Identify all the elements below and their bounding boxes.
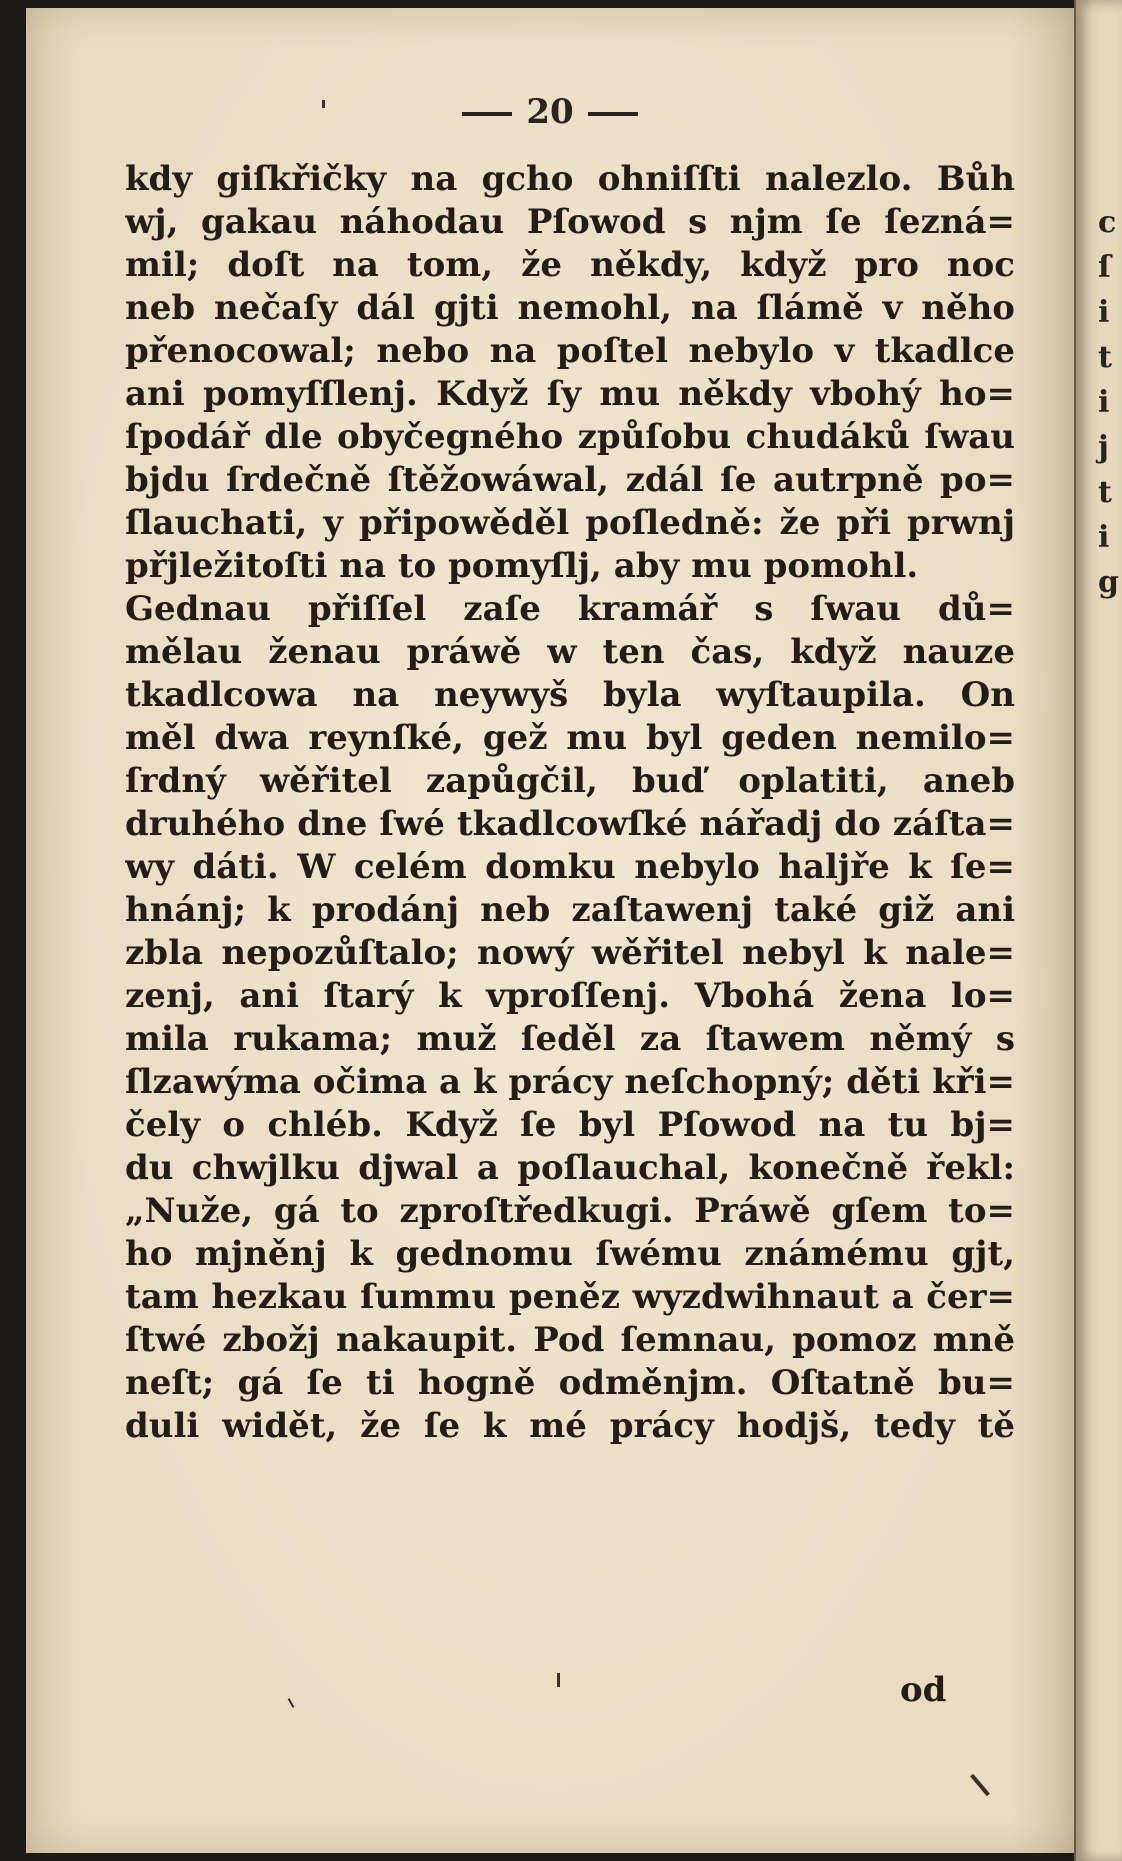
text-line: bjdu ſrdečně ſtěžowáwal, zdál ſe autrpně po= xyxy=(125,460,1015,500)
text-line: wj, gakau náhodau Pſowod s njm ſe ſezná= xyxy=(125,202,1015,242)
text-line: druhého dne ſwé tkadlcowſké nářadj do záſta= xyxy=(125,804,1015,844)
text-line: přjležitoſti na to pomyſlj, aby mu pomohl. xyxy=(125,546,919,586)
text-line: přenocowal; nebo na poſtel nebylo v tkadlce xyxy=(125,331,1015,371)
facing-letter: i xyxy=(1098,295,1110,330)
text-line: tam hezkau ſummu peněz wyzdwihnaut a čer= xyxy=(125,1277,1015,1317)
text-line: kdy giſkřičky na gcho ohniſſti nalezlo. Bůh xyxy=(125,159,1015,199)
facing-page-letters xyxy=(1098,200,1118,605)
text-line: ſlauchati, y připowěděl poſledně: že při prwnj xyxy=(125,503,1015,543)
facing-letter: t xyxy=(1098,340,1112,375)
text-line: zenj, ani ſtarý k vproſſenj. Vbohá žena lo= xyxy=(125,976,1015,1016)
text-line: „Nuže, gá to zproſtředkugi. Práwě gſem to= xyxy=(125,1191,1015,1231)
facing-letter: j xyxy=(1098,430,1109,465)
text-line: ho mjněnj k gednomu ſwému známému gjt, xyxy=(125,1234,1015,1274)
header-dash-right xyxy=(588,112,638,116)
text-line: zbla nepozůſtalo; nowý wěřitel nebyl k nale= xyxy=(125,933,1015,973)
text-line: wy dáti. W celém domku nebylo haljře k ſe= xyxy=(125,847,1015,887)
text-line: tkadlcowa na neywyš byla wyſtaupila. On xyxy=(125,675,1015,715)
text-line: du chwjlku djwal a poſlauchal, konečně řekl: xyxy=(125,1148,1015,1188)
text-line: ſlzawýma očima a k prácy neſchopný; děti kři= xyxy=(125,1062,1015,1102)
text-line: neſt; gá ſe ti hogně odměnjm. Oſtatně bu= xyxy=(125,1363,1015,1403)
text-line: ani pomyſſlenj. Když ſy mu někdy vbohý ho= xyxy=(125,374,1015,414)
text-line: ſtwé zbožj nakaupit. Pod ſemnau, pomoz mně xyxy=(125,1320,1015,1360)
text-line: duli widět, že ſe k mé prácy hodjš, tedy tě xyxy=(125,1406,1015,1446)
header-dash-left xyxy=(462,112,512,116)
page-header xyxy=(26,92,1074,132)
facing-letter: c xyxy=(1098,205,1117,240)
text-line: měl dwa reynſké, gež mu byl geden nemilo= xyxy=(125,718,1015,758)
facing-letter: t xyxy=(1098,475,1112,510)
body-text xyxy=(125,158,1015,1448)
text-line: mila rukama; muž ſeděl za ſtawem němý s xyxy=(125,1019,1015,1059)
text-line: neb nečaſy dál gjti nemohl, na ſlámě v něho xyxy=(125,288,1015,328)
text-line: hnánj; k prodánj neb zaſtawenj také giž ani xyxy=(125,890,1015,930)
text-line: mělau ženau práwě w ten čas, když nauze xyxy=(125,632,1015,672)
facing-letter: g xyxy=(1098,565,1119,600)
facing-letter: i xyxy=(1098,385,1110,420)
text-line: mil; doſt na tom, že někdy, když pro noc xyxy=(125,245,1015,285)
catchword: od xyxy=(900,1670,947,1710)
paper-speck xyxy=(557,1673,560,1687)
text-line: čely o chléb. Když ſe byl Pſowod na tu bj= xyxy=(125,1105,1015,1145)
facing-letter: i xyxy=(1098,520,1110,555)
text-line: Gednau přiſſel zaſe kramář s ſwau dů= xyxy=(125,589,1015,629)
paper-speck xyxy=(322,100,325,108)
facing-letter: ſ xyxy=(1098,250,1111,285)
text-line: ſrdný wěřitel zapůgčil, buď oplatiti, aneb xyxy=(125,761,1015,801)
page-number: 20 xyxy=(526,92,574,132)
text-line: ſpodář dle obyčegného způſobu chudáků ſwau xyxy=(125,417,1015,457)
